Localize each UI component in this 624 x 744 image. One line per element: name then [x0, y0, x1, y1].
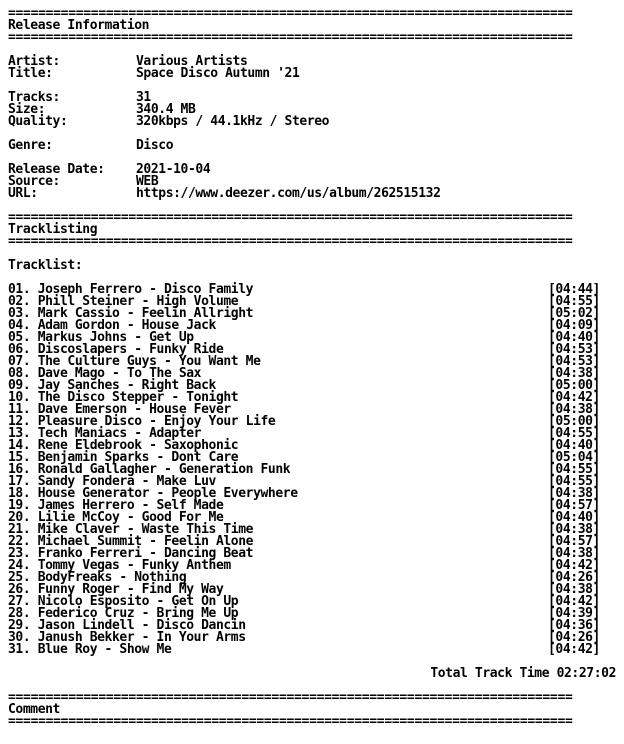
track-duration: [04:55] [548, 294, 600, 309]
field-row [8, 68, 624, 80]
track-row [8, 644, 600, 656]
track-name: 21. Mike Claver - Waste This Time [8, 522, 254, 537]
track-duration: [04:26] [548, 570, 600, 585]
track-name: 20. Lilie McCoy - Good For Me [8, 510, 224, 525]
track-name: 16. Ronald Gallagher - Generation Funk [8, 462, 291, 477]
track-duration: [04:26] [548, 630, 600, 645]
track-name: 30. Janush Bekker - In Your Arms [8, 630, 246, 645]
release-fields-group [8, 164, 624, 200]
track-duration: [05:00] [548, 414, 600, 429]
field-value: Space Disco Autumn '21 [136, 66, 300, 81]
divider: =========================================================================== [8, 32, 573, 44]
track-name: 23. Franko Ferreri - Dancing Beat [8, 546, 254, 561]
track-duration: [04:38] [548, 582, 600, 597]
field-value: 31 [136, 90, 151, 105]
field-value: Disco [136, 138, 174, 153]
section-heading-tracklisting: Tracklisting [8, 222, 98, 237]
track-name: 04. Adam Gordon - House Jack [8, 318, 216, 333]
track-name: 01. Joseph Ferrero - Disco Family [8, 282, 254, 297]
field-row [8, 164, 624, 176]
divider: =========================================================================== [8, 8, 573, 20]
divider: =========================================================================== [8, 212, 573, 224]
field-value: 2021-10-04 [136, 162, 211, 177]
field-key: Title: [8, 66, 53, 81]
track-duration: [04:44] [548, 282, 600, 297]
track-name: 17. Sandy Fondera - Make Luv [8, 474, 216, 489]
field-key: Source: [8, 174, 60, 189]
total-track-time: Total Track Time 02:27:02 [430, 666, 616, 681]
track-duration: [04:38] [548, 486, 600, 501]
field-key: Genre: [8, 138, 53, 153]
field-key: Release Date: [8, 162, 105, 177]
field-row [8, 92, 624, 104]
track-name: 26. Funny Roger - Find My Way [8, 582, 224, 597]
track-duration: [05:02] [548, 306, 600, 321]
divider: =========================================================================== [8, 236, 573, 248]
track-duration: [04:40] [548, 330, 600, 345]
track-name: 13. Tech Maniacs - Adapter [8, 426, 202, 441]
field-value: 340.4 MB [136, 102, 196, 117]
field-value: https://www.deezer.com/us/album/262515132 [136, 186, 441, 201]
track-name: 12. Pleasure Disco - Enjoy Your Life [8, 414, 276, 429]
track-duration: [04:57] [548, 498, 600, 513]
track-name: 14. Rene Eldebrook - Saxophonic [8, 438, 239, 453]
track-duration: [04:57] [548, 534, 600, 549]
track-name: 19. James Herrero - Self Made [8, 498, 224, 513]
track-name: 02. Phill Steiner - High Volume [8, 294, 239, 309]
track-duration: [04:42] [548, 390, 600, 405]
track-name: 06. Discoslapers - Funky Ride [8, 342, 224, 357]
track-name: 24. Tommy Vegas - Funky Anthem [8, 558, 231, 573]
track-duration: [04:40] [548, 438, 600, 453]
release-fields-group [8, 56, 624, 80]
track-name: 11. Dave Emerson - House Fever [8, 402, 231, 417]
track-duration: [04:42] [548, 558, 600, 573]
track-list [8, 284, 624, 656]
track-name: 25. BodyFreaks - Nothing [8, 570, 187, 585]
track-name: 03. Mark Cassio - Feelin Allright [8, 306, 254, 321]
track-name: 05. Markus Johns - Get Up [8, 330, 194, 345]
track-duration: [05:00] [548, 378, 600, 393]
release-fields-group [8, 140, 624, 152]
track-name: 29. Jason Lindell - Disco Dancin [8, 618, 246, 633]
track-duration: [04:53] [548, 354, 600, 369]
section-heading-release-info: Release Information [8, 18, 150, 33]
tracklist-label: Tracklist: [8, 258, 83, 273]
track-name: 15. Benjamin Sparks - Dont Care [8, 450, 239, 465]
track-duration: [04:09] [548, 318, 600, 333]
track-name: 27. Nicolo Esposito - Get On Up [8, 594, 239, 609]
track-duration: [04:40] [548, 510, 600, 525]
track-duration: [04:38] [548, 546, 600, 561]
track-duration: [04:38] [548, 522, 600, 537]
track-name: 31. Blue Roy - Show Me [8, 642, 172, 657]
track-duration: [04:38] [548, 366, 600, 381]
field-row [8, 188, 624, 200]
track-duration: [04:38] [548, 402, 600, 417]
track-name: 09. Jay Sanches - Right Back [8, 378, 216, 393]
field-key: URL: [8, 186, 38, 201]
track-name: 22. Michael Summit - Feelin Alone [8, 534, 254, 549]
track-duration: [04:55] [548, 474, 600, 489]
track-duration: [04:55] [548, 462, 600, 477]
section-heading-comment: Comment [8, 702, 60, 717]
track-name: 10. The Disco Stepper - Tonight [8, 390, 239, 405]
track-name: 08. Dave Mago - To The Sax [8, 366, 202, 381]
field-value: Various Artists [136, 54, 248, 69]
track-name: 28. Federico Cruz - Bring Me Up [8, 606, 239, 621]
track-duration: [05:04] [548, 450, 600, 465]
track-duration: [04:36] [548, 618, 600, 633]
field-key: Artist: [8, 54, 60, 69]
track-duration: [04:42] [548, 594, 600, 609]
field-key: Size: [8, 102, 46, 117]
track-duration: [04:55] [548, 426, 600, 441]
track-name: 18. House Generator - People Everywhere [8, 486, 298, 501]
release-fields-group [8, 92, 624, 128]
field-value: 320kbps / 44.1kHz / Stereo [136, 114, 330, 129]
field-key: Quality: [8, 114, 68, 129]
divider: =========================================================================== [8, 692, 573, 704]
field-value: WEB [136, 174, 159, 189]
track-duration: [04:42] [548, 642, 600, 657]
field-row [8, 140, 624, 152]
field-row [8, 116, 624, 128]
field-row [8, 56, 624, 68]
track-name: 07. The Culture Guys - You Want Me [8, 354, 261, 369]
track-duration: [04:39] [548, 606, 600, 621]
divider: =========================================================================== [8, 716, 573, 728]
field-key: Tracks: [8, 90, 60, 105]
track-duration: [04:53] [548, 342, 600, 357]
